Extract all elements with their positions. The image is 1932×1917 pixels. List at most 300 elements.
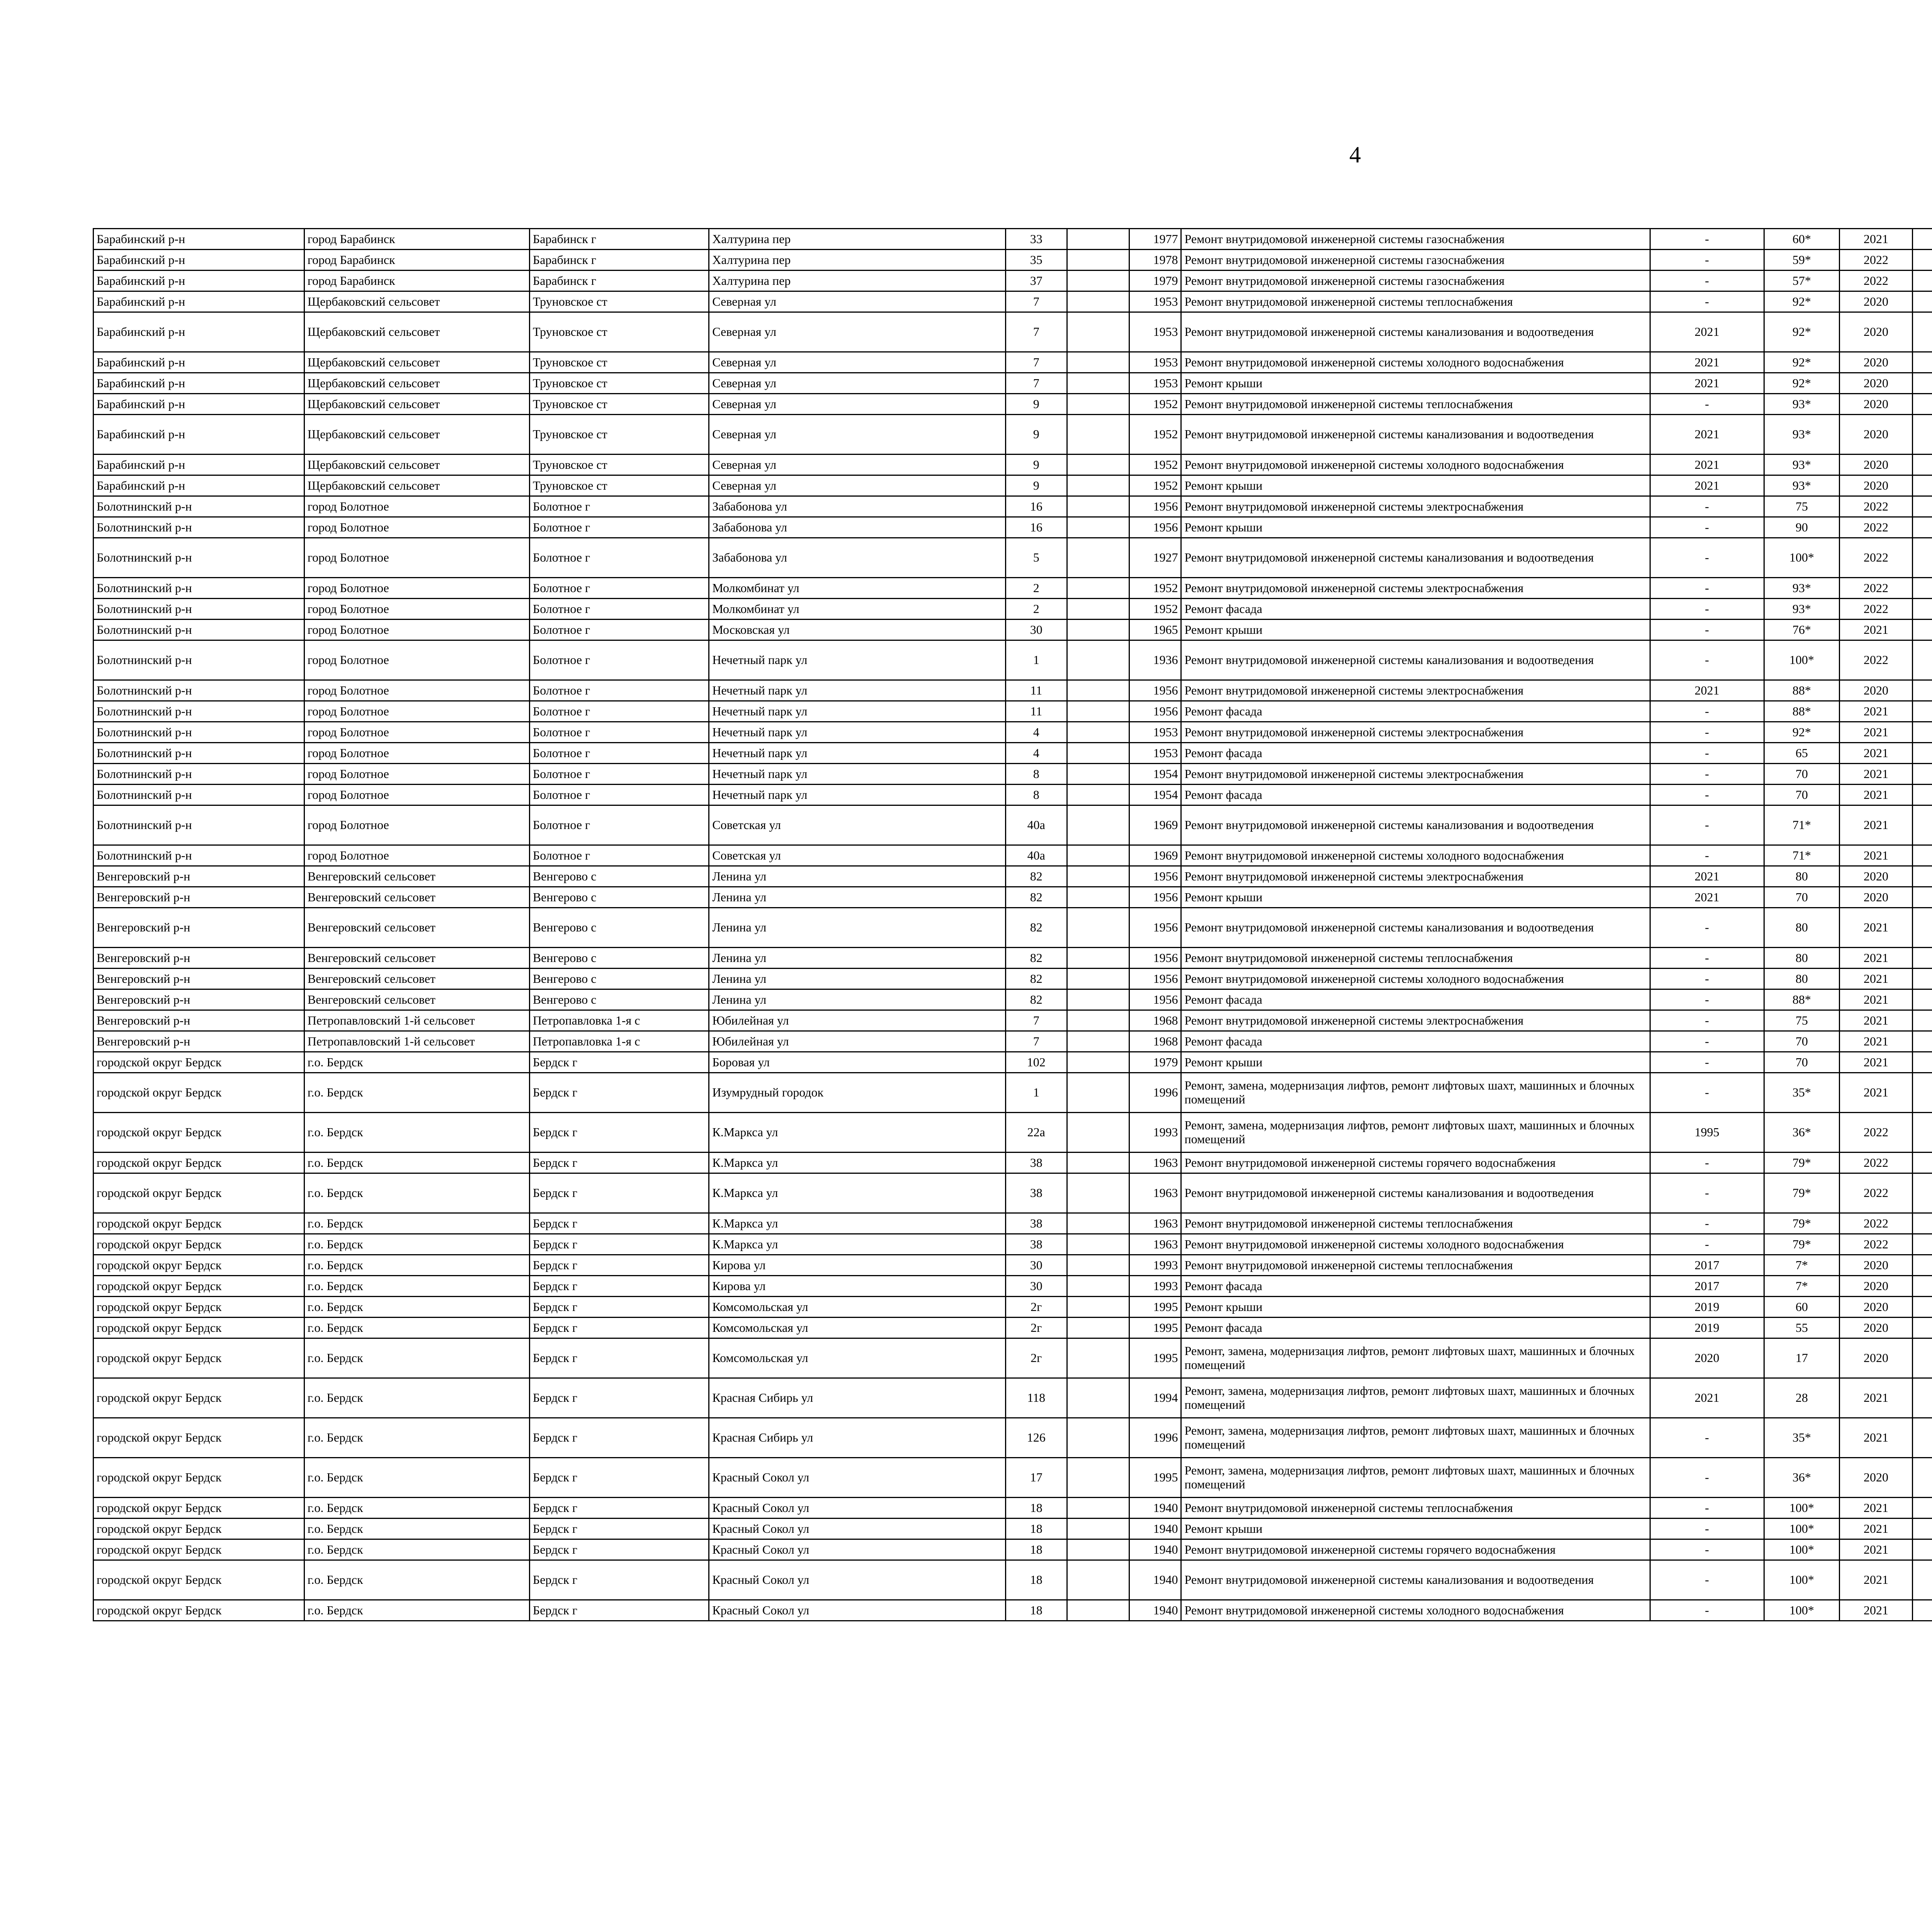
cell-municipality: Щербаковский сельсовет xyxy=(304,373,529,394)
cell-street: Изумрудный городок xyxy=(709,1073,1006,1113)
table-row xyxy=(94,271,1932,291)
cell-year-built: 1940 xyxy=(1129,1600,1181,1621)
cell-municipality: г.о. Бердск xyxy=(304,1255,529,1276)
cell-plan-end-year xyxy=(1912,1213,1932,1234)
cell-district: городской округ Бердск xyxy=(94,1498,304,1519)
cell-last-repair-year: - xyxy=(1650,620,1764,640)
cell-building-number xyxy=(1067,1213,1129,1234)
cell-work-type: Ремонт внутридомовой инженерной системы холодного водоснабжения xyxy=(1181,1600,1650,1621)
cell-plan-end-year xyxy=(1912,394,1932,415)
table-row xyxy=(94,701,1932,722)
cell-municipality: город Болотное xyxy=(304,578,529,599)
cell-building-number xyxy=(1067,394,1129,415)
cell-building-number xyxy=(1067,722,1129,743)
cell-building-number xyxy=(1067,1234,1129,1255)
table-row xyxy=(94,229,1932,250)
cell-street: Северная ул xyxy=(709,312,1006,352)
table-row xyxy=(94,1173,1932,1213)
cell-house-number: 9 xyxy=(1005,394,1067,415)
cell-house-number: 9 xyxy=(1005,415,1067,455)
table-row xyxy=(94,845,1932,866)
cell-year-built: 1956 xyxy=(1129,887,1181,908)
cell-work-type: Ремонт внутридомовой инженерной системы газоснабжения xyxy=(1181,229,1650,250)
cell-work-type: Ремонт внутридомовой инженерной системы горячего водоснабжения xyxy=(1181,1539,1650,1560)
cell-building-number xyxy=(1067,785,1129,805)
table-row xyxy=(94,1297,1932,1318)
cell-settlement: Труновское ст xyxy=(529,352,709,373)
cell-district: городской округ Бердск xyxy=(94,1113,304,1153)
cell-plan-start-year: 2021 xyxy=(1840,620,1913,640)
cell-settlement: Петропавловка 1-я с xyxy=(529,1031,709,1052)
cell-settlement: Болотное г xyxy=(529,785,709,805)
cell-building-number xyxy=(1067,764,1129,785)
cell-district: Барабинский р-н xyxy=(94,373,304,394)
cell-district: Болотнинский р-н xyxy=(94,578,304,599)
cell-district: городской округ Бердск xyxy=(94,1560,304,1600)
cell-house-number: 5 xyxy=(1005,538,1067,578)
cell-plan-start-year: 2021 xyxy=(1840,1600,1913,1621)
table-row xyxy=(94,1113,1932,1153)
cell-municipality: г.о. Бердск xyxy=(304,1213,529,1234)
cell-municipality: г.о. Бердск xyxy=(304,1173,529,1213)
cell-plan-start-year: 2020 xyxy=(1840,1276,1913,1297)
cell-settlement: Труновское ст xyxy=(529,373,709,394)
cell-last-repair-year: - xyxy=(1650,271,1764,291)
cell-district: Болотнинский р-н xyxy=(94,680,304,701)
cell-district: Венгеровский р-н xyxy=(94,1010,304,1031)
cell-municipality: Щербаковский сельсовет xyxy=(304,455,529,475)
cell-municipality: город Болотное xyxy=(304,496,529,517)
cell-year-built: 1963 xyxy=(1129,1234,1181,1255)
cell-wear-percent: 93* xyxy=(1764,415,1840,455)
cell-plan-start-year: 2022 xyxy=(1840,517,1913,538)
cell-year-built: 1956 xyxy=(1129,866,1181,887)
cell-street: Боровая ул xyxy=(709,1052,1006,1073)
cell-plan-end-year xyxy=(1912,496,1932,517)
cell-work-type: Ремонт внутридомовой инженерной системы теплоснабжения xyxy=(1181,948,1650,969)
cell-municipality: Венгеровский сельсовет xyxy=(304,969,529,989)
cell-wear-percent: 70 xyxy=(1764,785,1840,805)
cell-last-repair-year: - xyxy=(1650,785,1764,805)
cell-year-built: 1952 xyxy=(1129,578,1181,599)
cell-settlement: Болотное г xyxy=(529,599,709,620)
cell-plan-start-year: 2021 xyxy=(1840,785,1913,805)
cell-house-number: 38 xyxy=(1005,1234,1067,1255)
cell-street: Нечетный парк ул xyxy=(709,743,1006,764)
cell-wear-percent: 88* xyxy=(1764,701,1840,722)
cell-plan-end-year xyxy=(1912,722,1932,743)
cell-plan-end-year xyxy=(1912,517,1932,538)
cell-year-built: 1993 xyxy=(1129,1113,1181,1153)
cell-plan-start-year: 2021 xyxy=(1840,805,1913,845)
cell-wear-percent: 100* xyxy=(1764,1539,1840,1560)
cell-wear-percent: 71* xyxy=(1764,845,1840,866)
cell-work-type: Ремонт фасада xyxy=(1181,599,1650,620)
cell-plan-start-year: 2020 xyxy=(1840,680,1913,701)
cell-house-number: 8 xyxy=(1005,785,1067,805)
cell-municipality: Щербаковский сельсовет xyxy=(304,475,529,496)
cell-wear-percent: 79* xyxy=(1764,1173,1840,1213)
cell-house-number: 9 xyxy=(1005,455,1067,475)
cell-plan-end-year xyxy=(1912,475,1932,496)
cell-plan-end-year xyxy=(1912,948,1932,969)
cell-building-number xyxy=(1067,989,1129,1010)
cell-district: городской округ Бердск xyxy=(94,1539,304,1560)
cell-municipality: город Барабинск xyxy=(304,229,529,250)
cell-plan-end-year xyxy=(1912,1255,1932,1276)
cell-wear-percent: 92* xyxy=(1764,373,1840,394)
cell-street: Кирова ул xyxy=(709,1276,1006,1297)
cell-plan-end-year xyxy=(1912,1153,1932,1173)
cell-settlement: Бердск г xyxy=(529,1458,709,1498)
table-row xyxy=(94,1010,1932,1031)
cell-work-type: Ремонт крыши xyxy=(1181,475,1650,496)
cell-plan-start-year: 2020 xyxy=(1840,887,1913,908)
cell-year-built: 1936 xyxy=(1129,640,1181,680)
table-row xyxy=(94,1418,1932,1458)
cell-plan-start-year: 2021 xyxy=(1840,845,1913,866)
cell-building-number xyxy=(1067,805,1129,845)
cell-municipality: г.о. Бердск xyxy=(304,1378,529,1418)
cell-plan-start-year: 2021 xyxy=(1840,1010,1913,1031)
cell-year-built: 1953 xyxy=(1129,352,1181,373)
cell-district: городской округ Бердск xyxy=(94,1458,304,1498)
cell-plan-end-year xyxy=(1912,352,1932,373)
cell-settlement: Бердск г xyxy=(529,1255,709,1276)
cell-settlement: Бердск г xyxy=(529,1213,709,1234)
cell-work-type: Ремонт, замена, модернизация лифтов, ремонт лифтовых шахт, машинных и блочных помещений xyxy=(1181,1338,1650,1378)
table-row xyxy=(94,1255,1932,1276)
cell-plan-start-year: 2021 xyxy=(1840,1498,1913,1519)
cell-plan-start-year: 2021 xyxy=(1840,948,1913,969)
table-row xyxy=(94,722,1932,743)
cell-building-number xyxy=(1067,1560,1129,1600)
cell-street: Комсомольская ул xyxy=(709,1297,1006,1318)
cell-last-repair-year: 2021 xyxy=(1650,475,1764,496)
table-row xyxy=(94,640,1932,680)
cell-settlement: Болотное г xyxy=(529,578,709,599)
cell-building-number xyxy=(1067,496,1129,517)
cell-year-built: 1994 xyxy=(1129,1378,1181,1418)
cell-plan-start-year: 2020 xyxy=(1840,291,1913,312)
cell-district: Барабинский р-н xyxy=(94,229,304,250)
cell-district: городской округ Бердск xyxy=(94,1173,304,1213)
cell-building-number xyxy=(1067,1498,1129,1519)
cell-settlement: Болотное г xyxy=(529,743,709,764)
cell-municipality: г.о. Бердск xyxy=(304,1519,529,1539)
cell-house-number: 38 xyxy=(1005,1153,1067,1173)
cell-last-repair-year: - xyxy=(1650,845,1764,866)
cell-last-repair-year: 2021 xyxy=(1650,312,1764,352)
cell-house-number: 2г xyxy=(1005,1318,1067,1338)
cell-settlement: Венгерово с xyxy=(529,969,709,989)
cell-plan-start-year: 2020 xyxy=(1840,475,1913,496)
cell-building-number xyxy=(1067,538,1129,578)
cell-plan-end-year xyxy=(1912,887,1932,908)
cell-plan-start-year: 2020 xyxy=(1840,373,1913,394)
cell-plan-end-year xyxy=(1912,680,1932,701)
cell-plan-start-year: 2020 xyxy=(1840,866,1913,887)
cell-street: Красный Сокол ул xyxy=(709,1560,1006,1600)
cell-last-repair-year: 2021 xyxy=(1650,415,1764,455)
cell-last-repair-year: 2021 xyxy=(1650,373,1764,394)
cell-plan-end-year xyxy=(1912,1113,1932,1153)
cell-building-number xyxy=(1067,1539,1129,1560)
cell-last-repair-year: - xyxy=(1650,291,1764,312)
cell-last-repair-year: - xyxy=(1650,1010,1764,1031)
cell-building-number xyxy=(1067,1600,1129,1621)
cell-last-repair-year: - xyxy=(1650,1600,1764,1621)
cell-wear-percent: 35* xyxy=(1764,1073,1840,1113)
cell-street: Красный Сокол ул xyxy=(709,1498,1006,1519)
table-row xyxy=(94,1539,1932,1560)
cell-building-number xyxy=(1067,1458,1129,1498)
cell-district: Болотнинский р-н xyxy=(94,640,304,680)
cell-settlement: Барабинск г xyxy=(529,229,709,250)
cell-last-repair-year: - xyxy=(1650,250,1764,271)
cell-settlement: Бердск г xyxy=(529,1560,709,1600)
cell-street: Советская ул xyxy=(709,845,1006,866)
cell-wear-percent: 88* xyxy=(1764,680,1840,701)
cell-year-built: 1963 xyxy=(1129,1213,1181,1234)
cell-building-number xyxy=(1067,1519,1129,1539)
cell-last-repair-year: - xyxy=(1650,722,1764,743)
cell-building-number xyxy=(1067,1378,1129,1418)
cell-municipality: г.о. Бердск xyxy=(304,1113,529,1153)
cell-last-repair-year: - xyxy=(1650,805,1764,845)
cell-street: Ленина ул xyxy=(709,866,1006,887)
cell-work-type: Ремонт внутридомовой инженерной системы канализования и водоотведения xyxy=(1181,1560,1650,1600)
cell-street: Северная ул xyxy=(709,394,1006,415)
cell-street: Нечетный парк ул xyxy=(709,701,1006,722)
cell-plan-start-year: 2021 xyxy=(1840,229,1913,250)
cell-work-type: Ремонт, замена, модернизация лифтов, ремонт лифтовых шахт, машинных и блочных помещений xyxy=(1181,1418,1650,1458)
cell-street: Красная Сибирь ул xyxy=(709,1418,1006,1458)
cell-plan-end-year xyxy=(1912,599,1932,620)
cell-district: Барабинский р-н xyxy=(94,250,304,271)
cell-district: Болотнинский р-н xyxy=(94,845,304,866)
cell-district: Барабинский р-н xyxy=(94,271,304,291)
cell-plan-end-year xyxy=(1912,908,1932,948)
cell-district: городской округ Бердск xyxy=(94,1378,304,1418)
cell-plan-end-year xyxy=(1912,1010,1932,1031)
cell-last-repair-year: - xyxy=(1650,969,1764,989)
cell-last-repair-year: - xyxy=(1650,1539,1764,1560)
cell-house-number: 1 xyxy=(1005,640,1067,680)
cell-plan-start-year: 2021 xyxy=(1840,764,1913,785)
table-row xyxy=(94,373,1932,394)
cell-house-number: 35 xyxy=(1005,250,1067,271)
cell-plan-start-year: 2020 xyxy=(1840,455,1913,475)
cell-plan-end-year xyxy=(1912,743,1932,764)
cell-last-repair-year: - xyxy=(1650,1052,1764,1073)
cell-last-repair-year: - xyxy=(1650,1519,1764,1539)
table-row xyxy=(94,415,1932,455)
cell-street: Ленина ул xyxy=(709,969,1006,989)
cell-street: Нечетный парк ул xyxy=(709,680,1006,701)
cell-municipality: Щербаковский сельсовет xyxy=(304,352,529,373)
cell-municipality: город Болотное xyxy=(304,517,529,538)
cell-last-repair-year: - xyxy=(1650,1173,1764,1213)
table-row xyxy=(94,312,1932,352)
cell-settlement: Бердск г xyxy=(529,1498,709,1519)
cell-wear-percent: 80 xyxy=(1764,866,1840,887)
cell-house-number: 2г xyxy=(1005,1297,1067,1318)
table-row xyxy=(94,517,1932,538)
cell-house-number: 7 xyxy=(1005,291,1067,312)
cell-street: Нечетный парк ул xyxy=(709,640,1006,680)
cell-district: Болотнинский р-н xyxy=(94,620,304,640)
cell-district: Венгеровский р-н xyxy=(94,1031,304,1052)
table-row xyxy=(94,1276,1932,1297)
cell-year-built: 1995 xyxy=(1129,1318,1181,1338)
cell-district: городской округ Бердск xyxy=(94,1276,304,1297)
cell-district: городской округ Бердск xyxy=(94,1234,304,1255)
cell-house-number: 16 xyxy=(1005,517,1067,538)
cell-wear-percent: 60 xyxy=(1764,1297,1840,1318)
cell-last-repair-year: - xyxy=(1650,948,1764,969)
cell-plan-end-year xyxy=(1912,455,1932,475)
cell-district: Венгеровский р-н xyxy=(94,989,304,1010)
cell-street: Молкомбинат ул xyxy=(709,599,1006,620)
cell-municipality: Венгеровский сельсовет xyxy=(304,908,529,948)
cell-house-number: 82 xyxy=(1005,908,1067,948)
cell-building-number xyxy=(1067,1173,1129,1213)
cell-house-number: 18 xyxy=(1005,1519,1067,1539)
cell-wear-percent: 79* xyxy=(1764,1213,1840,1234)
cell-municipality: г.о. Бердск xyxy=(304,1458,529,1498)
table-row xyxy=(94,785,1932,805)
cell-settlement: Бердск г xyxy=(529,1297,709,1318)
cell-house-number: 82 xyxy=(1005,866,1067,887)
cell-wear-percent: 93* xyxy=(1764,599,1840,620)
cell-year-built: 1927 xyxy=(1129,538,1181,578)
cell-work-type: Ремонт внутридомовой инженерной системы холодного водоснабжения xyxy=(1181,969,1650,989)
cell-settlement: Бердск г xyxy=(529,1173,709,1213)
cell-plan-start-year: 2022 xyxy=(1840,1173,1913,1213)
cell-work-type: Ремонт внутридомовой инженерной системы электроснабжения xyxy=(1181,680,1650,701)
cell-last-repair-year: - xyxy=(1650,1418,1764,1458)
cell-municipality: город Барабинск xyxy=(304,250,529,271)
cell-district: городской округ Бердск xyxy=(94,1418,304,1458)
cell-year-built: 1952 xyxy=(1129,599,1181,620)
cell-street: Юбилейная ул xyxy=(709,1031,1006,1052)
cell-year-built: 1956 xyxy=(1129,989,1181,1010)
cell-municipality: город Болотное xyxy=(304,640,529,680)
cell-last-repair-year: - xyxy=(1650,908,1764,948)
cell-plan-start-year: 2021 xyxy=(1840,1418,1913,1458)
cell-plan-end-year xyxy=(1912,271,1932,291)
table-row xyxy=(94,1234,1932,1255)
cell-district: Барабинский р-н xyxy=(94,352,304,373)
cell-wear-percent: 79* xyxy=(1764,1153,1840,1173)
cell-plan-start-year: 2022 xyxy=(1840,1113,1913,1153)
cell-year-built: 1993 xyxy=(1129,1276,1181,1297)
cell-work-type: Ремонт фасада xyxy=(1181,1276,1650,1297)
cell-work-type: Ремонт, замена, модернизация лифтов, ремонт лифтовых шахт, машинных и блочных помещений xyxy=(1181,1073,1650,1113)
cell-house-number: 82 xyxy=(1005,989,1067,1010)
cell-work-type: Ремонт внутридомовой инженерной системы электроснабжения xyxy=(1181,496,1650,517)
cell-plan-end-year xyxy=(1912,1173,1932,1213)
cell-last-repair-year: 2017 xyxy=(1650,1255,1764,1276)
cell-settlement: Болотное г xyxy=(529,701,709,722)
cell-plan-end-year xyxy=(1912,701,1932,722)
cell-plan-start-year: 2022 xyxy=(1840,1153,1913,1173)
cell-year-built: 1952 xyxy=(1129,394,1181,415)
cell-plan-end-year xyxy=(1912,1052,1932,1073)
cell-settlement: Барабинск г xyxy=(529,271,709,291)
cell-plan-start-year: 2022 xyxy=(1840,599,1913,620)
cell-municipality: г.о. Бердск xyxy=(304,1600,529,1621)
cell-house-number: 30 xyxy=(1005,620,1067,640)
cell-street: К.Маркса ул xyxy=(709,1153,1006,1173)
cell-district: Болотнинский р-н xyxy=(94,538,304,578)
cell-district: городской округ Бердск xyxy=(94,1519,304,1539)
cell-municipality: г.о. Бердск xyxy=(304,1052,529,1073)
cell-plan-end-year xyxy=(1912,640,1932,680)
cell-street: Молкомбинат ул xyxy=(709,578,1006,599)
cell-wear-percent: 70 xyxy=(1764,887,1840,908)
cell-house-number: 2 xyxy=(1005,578,1067,599)
cell-building-number xyxy=(1067,948,1129,969)
cell-plan-end-year xyxy=(1912,1338,1932,1378)
cell-settlement: Болотное г xyxy=(529,517,709,538)
cell-wear-percent: 57* xyxy=(1764,271,1840,291)
cell-work-type: Ремонт фасада xyxy=(1181,743,1650,764)
cell-year-built: 1953 xyxy=(1129,743,1181,764)
table-row xyxy=(94,1318,1932,1338)
cell-wear-percent: 93* xyxy=(1764,455,1840,475)
cell-house-number: 38 xyxy=(1005,1173,1067,1213)
cell-settlement: Бердск г xyxy=(529,1418,709,1458)
cell-municipality: г.о. Бердск xyxy=(304,1276,529,1297)
cell-work-type: Ремонт крыши xyxy=(1181,1297,1650,1318)
cell-building-number xyxy=(1067,680,1129,701)
cell-municipality: Щербаковский сельсовет xyxy=(304,312,529,352)
cell-plan-start-year: 2021 xyxy=(1840,1073,1913,1113)
cell-building-number xyxy=(1067,1418,1129,1458)
cell-plan-start-year: 2021 xyxy=(1840,1052,1913,1073)
cell-district: городской округ Бердск xyxy=(94,1153,304,1173)
cell-wear-percent: 28 xyxy=(1764,1378,1840,1418)
cell-settlement: Болотное г xyxy=(529,496,709,517)
cell-building-number xyxy=(1067,908,1129,948)
cell-plan-end-year xyxy=(1912,1560,1932,1600)
cell-building-number xyxy=(1067,1010,1129,1031)
cell-settlement: Венгерово с xyxy=(529,866,709,887)
cell-plan-end-year xyxy=(1912,578,1932,599)
cell-district: Болотнинский р-н xyxy=(94,764,304,785)
cell-year-built: 1953 xyxy=(1129,722,1181,743)
cell-district: Болотнинский р-н xyxy=(94,722,304,743)
cell-year-built: 1940 xyxy=(1129,1539,1181,1560)
cell-wear-percent: 100* xyxy=(1764,538,1840,578)
cell-district: городской округ Бердск xyxy=(94,1052,304,1073)
cell-settlement: Труновское ст xyxy=(529,394,709,415)
cell-work-type: Ремонт фасада xyxy=(1181,989,1650,1010)
cell-municipality: г.о. Бердск xyxy=(304,1234,529,1255)
cell-plan-end-year xyxy=(1912,989,1932,1010)
cell-last-repair-year: 2021 xyxy=(1650,455,1764,475)
cell-last-repair-year: - xyxy=(1650,764,1764,785)
cell-wear-percent: 36* xyxy=(1764,1113,1840,1153)
cell-street: Красный Сокол ул xyxy=(709,1600,1006,1621)
cell-last-repair-year: - xyxy=(1650,1560,1764,1600)
cell-work-type: Ремонт внутридомовой инженерной системы канализования и водоотведения xyxy=(1181,908,1650,948)
cell-year-built: 1978 xyxy=(1129,250,1181,271)
cell-building-number xyxy=(1067,640,1129,680)
cell-municipality: город Барабинск xyxy=(304,271,529,291)
